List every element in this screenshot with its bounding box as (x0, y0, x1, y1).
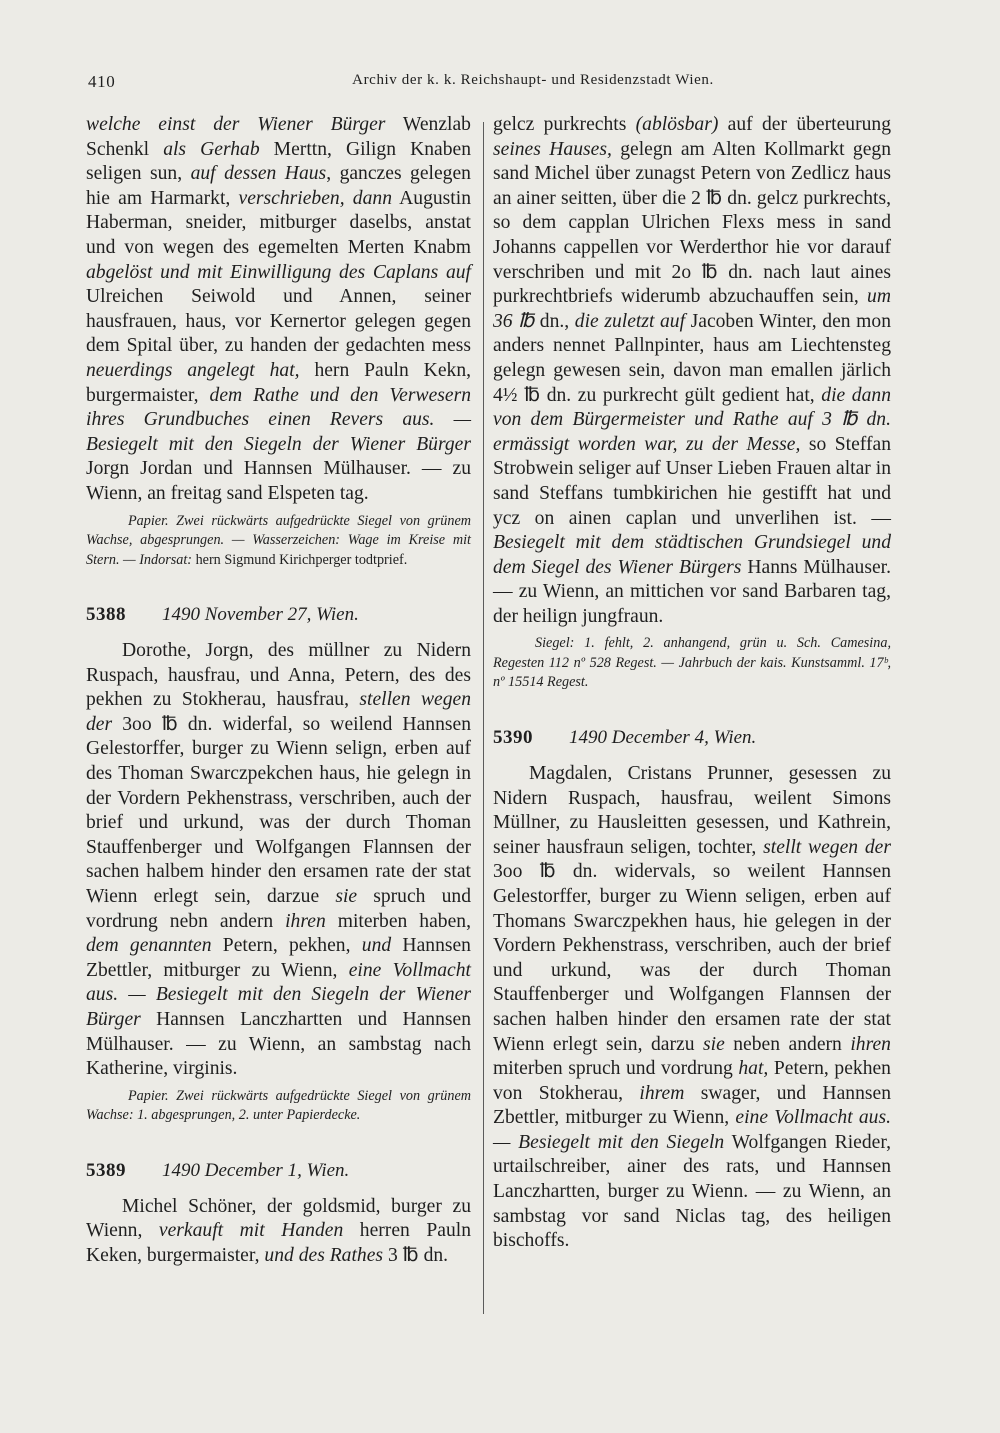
text-span: , ganczes gelegen hie am Harmarkt, (86, 163, 471, 209)
text-span: die zuletzt auf (574, 310, 686, 332)
text-span: swager, und Hannsen Zbettler, mitburger zu Wienn, (493, 1082, 891, 1129)
column-divider (483, 122, 484, 1314)
text-span: Michel Schöner, der goldsmid, burger zu Wienn, (86, 1195, 471, 1242)
entry-text (86, 1195, 471, 1269)
text-span: sie (703, 1033, 725, 1055)
text-span: 3oo ℔ dn. widervals, so weilent Hannsen Gelestorffer, burger zu Wienn seligen, erben auf Thomans Swarczpekhen haus, hie gelegen in der Vordern Pekhenstrass, verschriben, auch der brief und urkund, was der durch Thoman Stauffenberger und Wolfgangen Flannsen der sachen halben hinder den ersamen rate der stat Wienn erlegt sein, darzu (493, 861, 891, 1055)
text-span: Magdalen, Cristans Prunner, gesessen zu Nidern Ruspach, hausfrau, weilent Simons Müllner, zu Hausleitten gesessen, und Kathrein, seiner hausfraun seligen, tochter, (493, 762, 891, 858)
running-header (88, 72, 938, 102)
text-span: Petern, pekhen, (211, 935, 362, 957)
text-span: dem genannten (86, 935, 212, 957)
entry-continuation-text (493, 113, 891, 629)
text-span: Wolfgangen Rieder, urtailschreiber, ainer des rats, und Hannsen Lanczhartten, burger zu Wienn. — zu Wienn, an sambstag vor sand Niclas tag, des heiligen bischoffs. (493, 1131, 891, 1252)
text-span: Merttn, Gilign Knaben seligen sun, (86, 138, 472, 185)
entry-number: 5388 (86, 604, 126, 625)
footnote-text: Papier. Zwei rückwärts aufgedrückte Siegel von grünem Wachse: 1. abgesprungen, 2. unter Papierdecke. (86, 1087, 471, 1124)
text-span: hern Sigmund Kirichperger todtprief. (192, 551, 408, 568)
entry-continuation-text (86, 113, 471, 507)
text-span: die dann von dem Bürgermeister und Rathe auf 3 ℔ dn. ermässigt worden war, zu der Messe, (493, 384, 891, 455)
text-span: neuerdings angelegt hat, (86, 359, 300, 381)
footnote-text: Siegel: 1. fehlt, 2. anhangend, grün u. Sch. Camesina, Regesten 112 nº 528 Regest. — Jahrbuch der kais. Kunstsamml. 17ᵇ, nº 15514 Regest. (493, 635, 891, 691)
text-span: gelcz purkrechts (493, 114, 636, 135)
text-span: Petern, pekhen von Stokherau, (493, 1058, 891, 1104)
text-span: 3oo ℔ dn. widerfal, so weilend Hannsen Gelestorffer, burger zu Wienn selign, erben auf des Thoman Swarczpekchen haus, hie gelegn in der Vordern Pekhenstrass, verschriben, auch der brief und urkund, was der durch Thoman Stauffenberger und Wolfgangen Flannsen der sachen halbem hinder den ersamen rate der stat Wienn erlegt sein, darzue (86, 713, 471, 907)
text-span: auf der überteurung (718, 114, 891, 135)
text-span: (ablösbar) (635, 114, 719, 135)
running-title: Archiv der k. k. Reichshaupt- und Residenzstadt Wien. (352, 72, 714, 88)
text-span: herren Pauln Keken, burgermaister, (86, 1220, 471, 1266)
text-span: Papier. Zwei rückwärts aufgedrückte Siegel von grünem Wachse, abgesprungen. — Wasserzeichen: Wage im Kreise mit Stern. — Indorsat: (86, 512, 471, 568)
text-span: ihrem (639, 1082, 685, 1104)
text-span: Jorgn Jordan und Hannsen Mülhauser. — zu Wienn, an freitag sand Elspeten tag. (86, 458, 471, 504)
text-span: so Steffan Strobwein seliger auf Unser Lieben Frauen altar in sand Steffans tumbkirichen hie gestifft hat und ycz on ainen caplan und unverlihen ist. — (493, 433, 891, 529)
text-span: miterben spruch und vordrung (493, 1058, 739, 1080)
entry-heading (86, 1160, 471, 1186)
text-span: auf dessen Haus (190, 163, 327, 185)
text-span: um 36 ℔ (493, 286, 891, 332)
text-span: stellt wegen der (763, 836, 892, 858)
text-span: als Gerhab (163, 138, 260, 160)
entry-number: 5389 (86, 1159, 126, 1181)
text-span: 3 ℔ dn. (383, 1244, 449, 1266)
text-span: Jacoben Winter, den mon anders nennet Pallnpinter, haus am Liechtensteg gelegn gewesen sein, davon man emallen järlich 4½ ℔ dn. zu purkrecht gült gedient hat, (493, 310, 891, 406)
entry-date: 1490 December 4, Wien. (569, 726, 757, 748)
text-span: und (361, 935, 392, 957)
footnote (86, 512, 471, 571)
entry-date: 1490 December 1, Wien. (162, 1159, 350, 1181)
text-span: neben andern (724, 1033, 851, 1055)
text-span: dn., (534, 310, 575, 332)
page-number: 410 (88, 72, 116, 91)
text-span: eine Vollmacht aus. — Besiegelt mit den Siegeln der Wiener Bürger (86, 959, 471, 1030)
text-span: Besiegelt mit dem städtischen Grundsiegel und dem Siegel des Wiener Bürgers (493, 532, 891, 578)
left-column (86, 113, 471, 1268)
text-span: Hanns Mülhauser. — zu Wienn, an mittichen vor sand Barbaren tag, der heilign jungfraun. (493, 556, 891, 627)
text-span: dem Rathe und den Verwesern ihres Grundbuches einen Revers aus. — Besiegelt mit den Siegeln der Wiener Bürger (86, 384, 472, 455)
entry-text (493, 762, 891, 1254)
text-span: miterben haben, (325, 910, 471, 932)
text-span: hat, (738, 1058, 769, 1080)
text-span: Dorothe, Jorgn, des müllner zu Nidern Ruspach, hausfrau, und Anna, Petern, des des pekhen zu Stokherau, hausfrau, (86, 640, 471, 711)
entry-date: 1490 November 27, Wien. (162, 604, 359, 625)
text-span: und des Rathes (264, 1244, 384, 1266)
text-span: Wenzlab Schenkl (86, 114, 471, 160)
text-span: hern Pauln Kekn, burgermaister, (86, 359, 472, 406)
entry-number: 5390 (493, 726, 533, 748)
text-span: ihren (850, 1033, 891, 1055)
text-span: seines Hauses, (493, 138, 612, 160)
text-span: spruch und vordrung nebn andern (86, 885, 471, 932)
footnote (493, 634, 891, 693)
text-span: Augustin Haberman, sneider, mitburger daselbs, anstat und von wegen des egemelten Merten Knabm (86, 187, 471, 258)
entry-heading (86, 604, 471, 630)
right-column (493, 113, 891, 1254)
entry-text (86, 639, 471, 1082)
footnote (86, 1087, 471, 1126)
entry-heading (493, 727, 891, 753)
text-span: stellen wegen der (86, 689, 471, 735)
text-span: verkauft mit Handen (158, 1220, 344, 1242)
text-span: Hannsen Zbettler, mitburger zu Wienn, (86, 935, 471, 981)
text-span: welche einst der Wiener Bürger (86, 114, 386, 135)
text-span: verschrieben, dann (238, 187, 392, 209)
text-span: gelegn am Alten Kollmarkt gegn sand Michel über zunagst Petern von Zedlicz haus an ainer seitten, über die 2 ℔ dn. gelcz purkrechts, so dem capplan Ulrichen Flexs mess in sand Johanns cappellen vor Werderthor hie vor darauf verschriben und mit 2o ℔ dn. nach laut aines purkrechtbriefs widerumb abzuchauffen sein, (493, 138, 891, 308)
text-span: Hannsen Lanczhartten und Hannsen Mülhauser. — zu Wienn, an sambstag nach Katherine, virginis. (86, 1008, 471, 1080)
text-span: eine Vollmacht aus. — Besiegelt mit den Siegeln (493, 1107, 891, 1153)
text-span: abgelöst und mit Einwilligung des Caplans auf (86, 261, 471, 283)
text-span: ihren (285, 910, 326, 932)
text-span: sie (335, 885, 358, 907)
text-span: Ulreichen Seiwold und Annen, seiner hausfrauen, haus, vor Kernertor gelegen gegen dem Spital über, zu handen der gedachten mess (86, 286, 471, 357)
